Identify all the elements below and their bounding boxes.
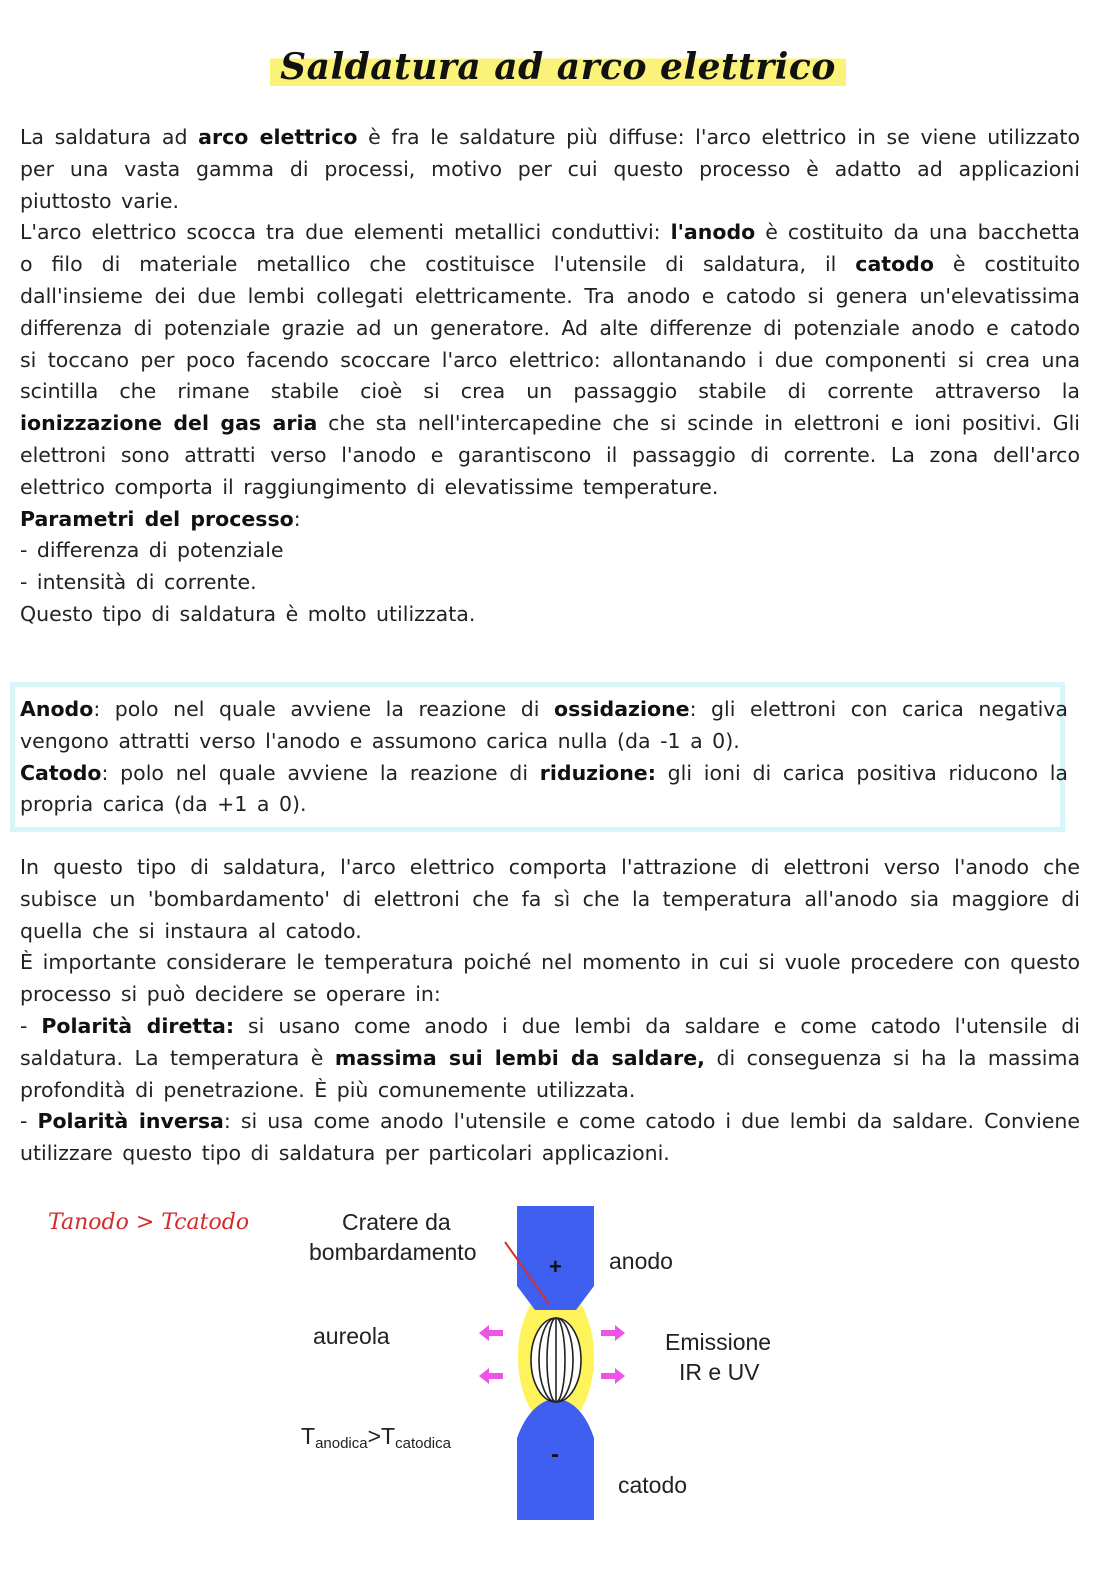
text-run: : [293,506,301,531]
bold-term: Anodo [20,697,94,721]
label-anodo: anodo [609,1248,673,1274]
arrow-right-bottom [601,1368,625,1384]
text-run: gli ioni di carica positiva riducono la propria carica (da +1 a 0). [20,760,1068,817]
text-run: è fra le saldature più diffuse: l'arco elettrico in se viene utilizzato per una vasta gamma di processi, motivo per cui questo processo è adatto ad applicazioni piuttosto varie. [20,125,1081,213]
bold-term: Parametri del processo [20,506,294,531]
intro-paragraph-1 [20,122,1080,217]
bold-term: Polarità inversa [37,1109,224,1134]
anodo-definition [20,694,1068,758]
text-run: è costituito da una bacchetta o filo di materiale metallico che costituisce l'utensile di saldatura, il [20,220,1080,277]
bold-term: l'anodo [670,220,756,245]
definitions-section [20,694,1068,821]
arrow-left-top [479,1325,503,1341]
polarity-paragraph-1: In questo tipo di saldatura, l'arco elettrico comporta l'attrazione di elettroni verso l'anodo che subisce un 'bombardamento' di elettroni che fa sì che la temperatura all'anodo sia maggiore di quella che si instaura al catodo. [20,855,1080,943]
label-temperature-relation [301,1423,452,1452]
arc-shape [531,1318,581,1402]
text-run: - [20,1109,38,1134]
text-run: L'arco elettrico scocca tra due elementi metallici conduttivi: [20,220,671,245]
handwritten-note: Tanodo > Tcatodo [48,1210,250,1235]
text-run: La saldatura ad [20,125,199,149]
label-emissione-line1: Emissione [665,1329,772,1355]
closing-line: Questo tipo di saldatura è molto utilizzata. [20,601,476,626]
temp-t-anodica: T [301,1423,316,1449]
arc-welding-diagram [0,1180,1116,1579]
polarity-diretta [20,1011,1080,1106]
temp-greater-than: > [367,1423,382,1449]
intro-section [20,122,1080,631]
label-aureola: aureola [313,1323,390,1349]
label-cratere-line2: bombardamento [309,1239,477,1265]
label-emissione-line2: IR e UV [679,1359,760,1385]
catodo-definition [20,758,1068,822]
bold-term: Polarità diretta: [41,1013,235,1038]
text-run: : si usa come anodo l'utensile e come catodo i due lembi da saldare. Conviene utilizzare questo tipo di saldatura per particolari applicazioni. [20,1109,1080,1166]
label-catodo: catodo [618,1472,688,1498]
polarity-inversa [20,1106,1080,1170]
param-item: - intensità di corrente. [20,570,257,595]
bold-term: riduzione: [539,760,656,785]
polarity-section [20,852,1080,1170]
label-cratere-line1: Cratere da [342,1209,451,1235]
bold-term: ossidazione [554,697,690,721]
text-run: - [20,1013,42,1038]
arrow-left-bottom [479,1368,503,1384]
text-run: che sta nell'intercapedine che si scinde in elettroni e ioni positivi. Gli elettroni sono attratti verso l'anodo e garantiscono il passaggio di corrente. La zona dell'arco elettrico comporta il raggiungimento di elevatissime temperature. [20,411,1080,499]
bold-term: ionizzazione del gas aria [20,411,318,436]
temp-t-catodica: T [381,1423,396,1449]
text-run: è costituito dall'insieme dei due lembi collegati elettricamente. Tra anodo e catodo si genera un'elevatissima differenza di potenziale grazie ad un generatore. Ad alte differenze di potenziale anodo e catodo si toccano per poco facendo scoccare l'arco elettrico: allontanando i due componenti si crea una scintilla che rimane stabile cioè si crea un passaggio stabile di corrente attraverso la [20,252,1080,404]
polarity-paragraph-2: È importante considerare le temperatura poiché nel momento in cui si vuole procedere con questo processo si può decidere se operare in: [20,950,1080,1007]
bold-term: catodo [855,252,934,277]
text-run: : gli elettroni con carica negativa vengono attratti verso l'anodo e assumono carica nulla (da -1 a 0). [20,697,1068,753]
label-plus: + [549,1254,562,1279]
bold-term: massima sui lembi da saldare, [334,1045,705,1070]
param-item: - differenza di potenziale [20,538,284,563]
page-title: Saldatura ad arco elettrico [270,44,846,92]
label-minus: - [551,1441,559,1468]
text-run: : polo nel quale avviene la reazione di [93,697,554,721]
title-wrapper [0,44,1116,92]
bold-term: arco elettrico [198,125,358,149]
text-run: : polo nel quale avviene la reazione di [101,760,540,785]
arrow-right-top [601,1325,625,1341]
text-run: di conseguenza si ha la massima profondità di penetrazione. È più comunemente utilizzata. [20,1045,1081,1102]
intro-paragraph-2 [20,217,1080,503]
temp-sub-catodica: catodica [395,1435,451,1452]
params-heading [20,504,1080,536]
temp-sub-anodica: anodica [315,1435,368,1452]
text-run: si usano come anodo i due lembi da saldare e come catodo l'utensile di saldatura. La temperatura è [20,1013,1080,1070]
bold-term: Catodo [20,760,102,785]
